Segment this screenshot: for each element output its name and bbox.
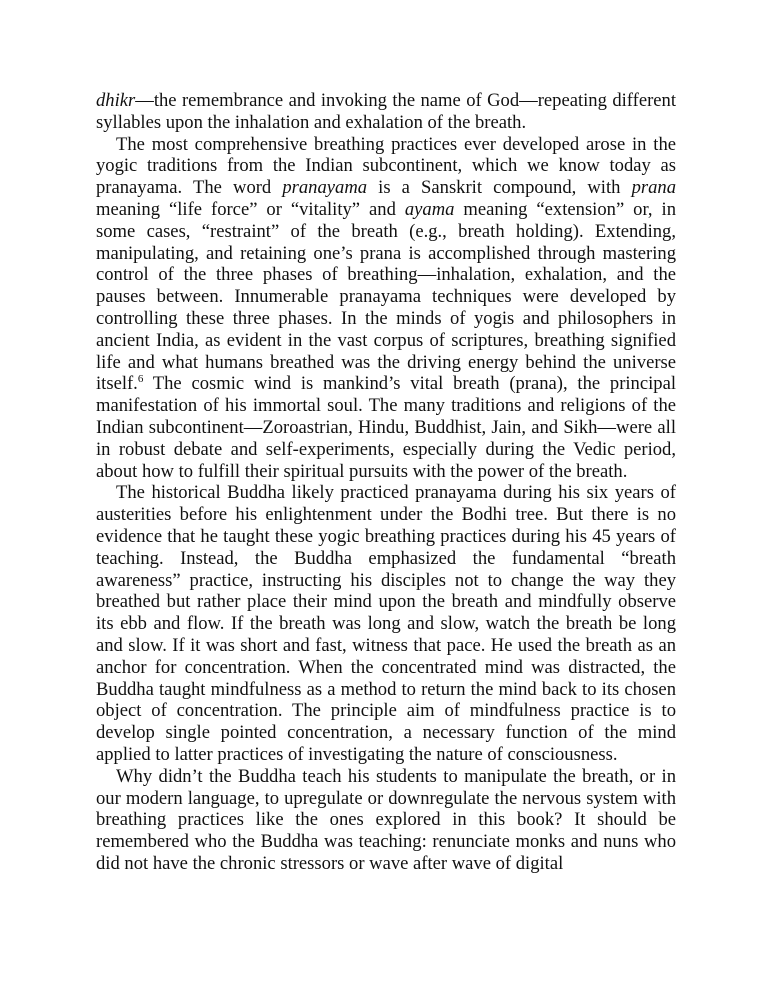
paragraph-1	[96, 90, 676, 134]
text-segment: —the remembrance and invoking the name of God—repeating different syllables upon the inhalation and exhalation of the breath.	[96, 90, 676, 133]
text-segment: prana	[631, 177, 676, 199]
paragraph-4	[96, 766, 676, 875]
book-page	[96, 90, 676, 875]
footnote-marker: 6	[137, 373, 144, 386]
text-segment: meaning “extension” or, in some cases, “restraint” of the breath (e.g., breath holding). Extending, manipulating, and retaining one’s prana is accomplished through mastering control of the three phases of breathing—inhalation, exhalation, and the pauses between. Innumerable pranayama techniques were developed by controlling these three phases. In the minds of yogis and philosophers in ancient India, as evident in the vast corpus of scriptures, breathing signified life and what humans breathed was the driving energy behind the universe itself.	[96, 198, 676, 395]
text-segment: The most comprehensive breathing practices ever developed arose in the yogic traditions from the Indian subcontinent, which we know today as pranayama. The word	[96, 133, 676, 199]
paragraph-3	[96, 482, 676, 765]
text-segment: ayama	[404, 198, 455, 220]
text-segment: is a Sanskrit compound, with	[367, 177, 632, 199]
text-segment: dhikr	[96, 90, 136, 111]
text-segment: Why didn’t the Buddha teach his students to manipulate the breath, or in our modern language, to upregulate or downregulate the nervous system with breathing practices like the ones explored in this book? It should be remembered who the Buddha was teaching: renunciate monks and nuns who did not have the chronic stressors or wave after wave of digital	[96, 765, 676, 874]
text-segment: pranayama	[282, 177, 368, 199]
paragraph-2	[96, 134, 676, 483]
text-segment: The historical Buddha likely practiced pranayama during his six years of austerities before his enlightenment under the Bodhi tree. But there is no evidence that he taught these yogic breathing practices during his 45 years of teaching. Instead, the Buddha emphasized the fundamental “breath awareness” practice, instructing his disciples not to change the way they breathed but rather place their mind upon the breath and mindfully observe its ebb and flow. If the breath was long and slow, watch the breath be long and slow. If it was short and fast, witness that pace. He used the breath as an anchor for concentration. When the concentrated mind was distracted, the Buddha taught mindfulness as a method to return the mind back to its chosen object of concentration. The principle aim of mindfulness practice is to develop single pointed concentration, a necessary function of the mind applied to latter practices of investigating the nature of consciousness.	[96, 482, 676, 765]
text-segment: The cosmic wind is mankind’s vital breath (prana), the principal manifestation of his immortal soul. The many traditions and religions of the Indian subcontinent—Zoroastrian, Hindu, Buddhist, Jain, and Sikh—were all in robust debate and self-experiments, especially during the Vedic period, about how to fulfill their spiritual pursuits with the power of the breath.	[96, 373, 676, 482]
text-segment: meaning “life force” or “vitality” and	[96, 198, 405, 220]
